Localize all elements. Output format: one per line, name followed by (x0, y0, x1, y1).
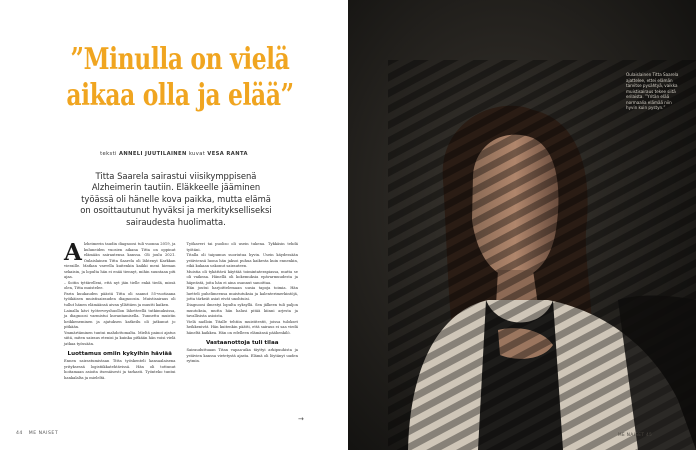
headline-line-1: ”Minulla on vielä (70, 42, 290, 77)
byline-author: ANNELI JUUTILAINEN (118, 151, 187, 157)
paragraph-6: Ennen sairastumistaan Titta työskenteli kansaalaisena yrityksessä logistiikkatehtävissä. Hän oli tottunut hoitamaan asioita itsenäisesti ja tarkasti. Työnteko tuntui hankalalta ja mieleltä. (64, 359, 176, 381)
right-page (348, 0, 696, 450)
byline (0, 151, 348, 157)
byline-photo-label: kuvat (188, 151, 206, 157)
paragraph-9: Muistia oli tykättävä käyttää toimintaterapiassa, mutta se oli vaikeaa. Hänellä oli kokemuksia epävarmuudesta ja häpeästä, joita hän ei aina osannut sanoittaa. (186, 269, 298, 285)
page-footer (16, 431, 58, 436)
paragraph-7: Työkaveri tai puoliso oli usein tukena. Tykkäsin tehdä työtäni. (186, 242, 298, 252)
body-column-1 (64, 239, 176, 382)
headline-line-2: aikaa olla ja elää” (66, 78, 294, 113)
page-number: 44 (16, 431, 23, 436)
paragraph-3: Parin kuukauden päästä Titta oli saanut 55-vuotiaana työikäisen muistisairauden diagnoosin. Muistisairaus oli tullut hänen elämäänsä aivan yllättäen ja muutti kaiken. (64, 291, 176, 308)
right-page-footer: ME NAISET 45 (618, 432, 653, 437)
paragraph-4: Lainalla kävi työterveyshuollon lähetteellä tutkimuksissa, ja diagnoosi varmistui kuvantamisella. Tunnettu muistin heikkeneminen ja ajatuksen katkeilu oli jatkunut jo pitkään. (64, 308, 176, 330)
paragraph-2: – Soitin tyttärelleni, että nyt jäin tielle enkä tiedä, missä olen, Titta muistelee. (64, 280, 176, 291)
drop-cap: A (64, 239, 82, 266)
paragraph-13: Sairauduttuaan Titan vapaa-aika täyttyi arkipuuhista ja ystävien kanssa vietetystä ajasta. Elämä oli löytänyt uuden rytmin. (186, 348, 298, 364)
photo-caption: Oulaislainen Titta Saarela ajattelee, ettei elämän tarvitse pysähtyä, vaikka muistisairaus tekee siitä erilaista. ”Yritän elää normaalia elämää niin hyvin kuin pystyn.” (626, 72, 679, 110)
magazine-name: ME NAISET (28, 431, 59, 436)
paragraph-5: Ymmärtäminen tuntui mahdottomalta. Mieltä painoi ajatus siitä, miten sairaus etenisi ja kuinka pitkään hän voisi vielä jatkaa työssään. (64, 330, 176, 346)
paragraph-12: Vielä nadloin Titalle tehtiin muistitestit, joissa tulokset heikkenivät. Hän kuitenkin päätti, että sairaus ei saa viedä häneltä kaikkea. Hän on edelleen elämänsä päähenkilö. (186, 319, 298, 335)
paragraph-8: Titalla oli taipumus suoriutua hyvin. Usein käydessään ystäviensä luona hän jaksoi puhua kaikesta kuin ennenkin, eikä kukaan uskonut sairauteen. (186, 253, 298, 269)
continue-arrow-icon: → (298, 415, 304, 423)
article-headline (63, 42, 297, 114)
byline-text-label: teksti (100, 151, 117, 157)
portrait-photo (348, 0, 696, 450)
body-column-2 (187, 242, 299, 382)
paragraph-11: Diagnoosi ilmestyi lopulta syksyllä. Sen jälkeen tuli paljon muutoksia, mutta hän halusi pitää kiinni arjesta ja tavallisista asioista. (186, 303, 298, 319)
byline-photographer: VESA RANTA (207, 151, 248, 157)
paragraph-1-text: lzheimerin taudin diagnoosi tuli vuonna 2019, ja kuluneiden vuosien aikana Titta on oppinut elämään sairautensa kanssa. Oli joulu 2021. Oulaislainen Titta Saarela oli lähtenyt Karkkan vieraille. Matkan varrella kuitenkin kaikki meni hieman sekaisin, ja lopulta hän ei enää tiennyt, mihin suuntaan piti ajaa. (64, 242, 176, 280)
body-columns (64, 239, 298, 382)
subheading-1: Luottamus omiin kykyihin häviää (67, 351, 172, 358)
paragraph-10: Hän joutui harjoittelemaan uusia tapoja toimia. Hän luetteli puhelimeensa muistutuksia ja kalenterimerkintöjä, jotta tärkeät asiat eivät unohtuisi. (186, 286, 298, 302)
lead-paragraph: Titta Saarela sairastui viisikymppisenä Alzheimerin tautiin. Eläkkeelle jääminen työässä oli hänelle kova paikka, mutta elämä on osoittautunut hyväksi ja merkitykselliseksi sairaudesta huolimatta. (80, 171, 272, 227)
subheading-2: Vastaanottoja tuli tilaa (205, 340, 279, 347)
paragraph-1 (64, 239, 176, 281)
